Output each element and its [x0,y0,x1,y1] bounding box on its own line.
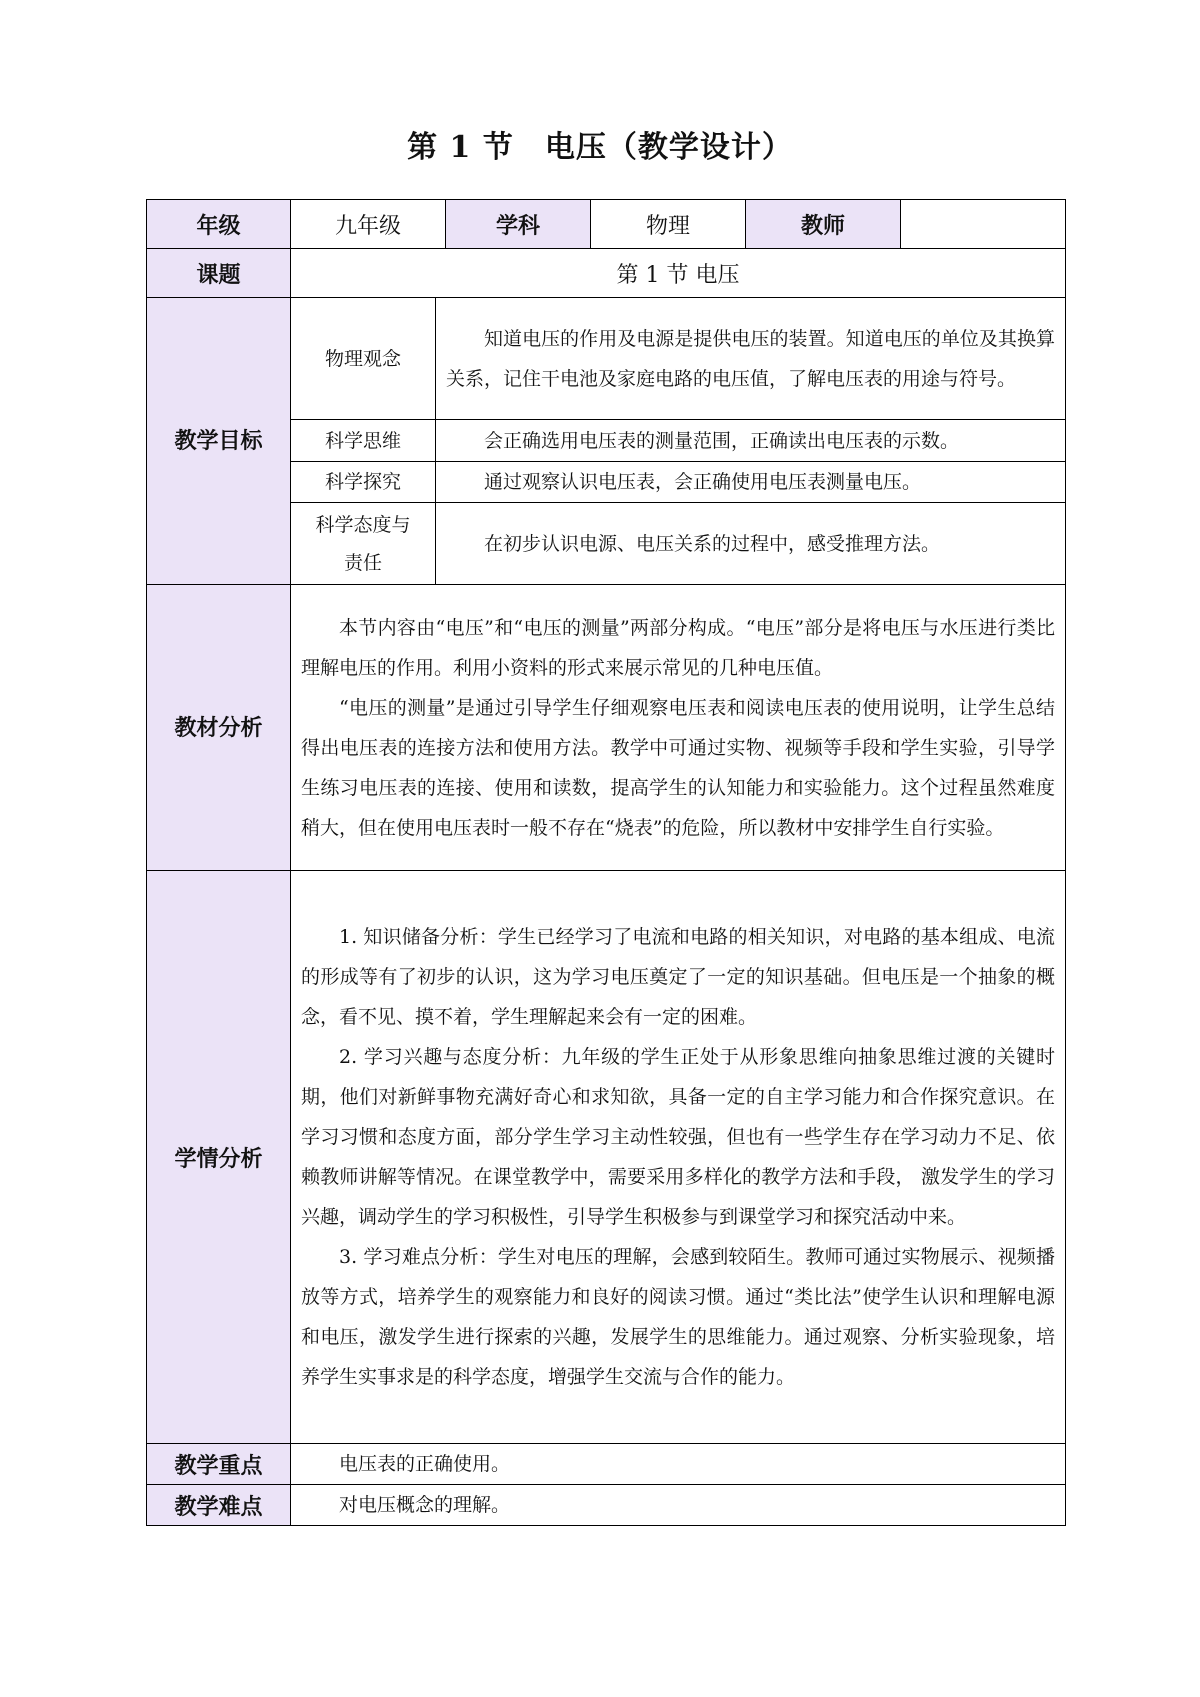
key-point-cell [291,1444,1066,1485]
goal-row [147,298,1066,420]
teacher-label: 教师 [746,200,901,249]
difficult-point-row [147,1485,1066,1526]
grade-label: 年级 [147,200,291,249]
goal-text: 会正确选用电压表的测量范围，正确读出电压表的示数。 [484,429,960,452]
grade-value: 九年级 [291,200,446,249]
student-analysis-label: 学情分析 [147,871,291,1444]
goal-text: 知道电压的作用及电源是提供电压的装置。知道电压的单位及其换算关系，记住干电池及家庭电路的电压值，了解电压表的用途与符号。 [446,327,1056,390]
goal-name: 科学态度与责任 [291,503,436,585]
topic-label: 课题 [147,249,291,298]
document-title: 第 1 节 电压（教学设计） [407,130,793,165]
key-point-row [147,1444,1066,1485]
goal-text-cell [436,420,1066,462]
teacher-value [901,200,1066,249]
difficult-point-label: 教学难点 [147,1485,291,1526]
goal-text-cell [436,503,1066,585]
difficult-point-text: 对电压概念的理解。 [339,1494,511,1516]
paragraph: “电压的测量”是通过引导学生仔细观察电压表和阅读电压表的使用说明，让学生总结得出电压表的连接方法和使用方法。教学中可通过实物、视频等手段和学生实验，引导学生练习电压表的连接、使用和读数，提高学生的认知能力和实验能力。这个过程虽然难度稍大，但在使用电压表时一般不存在“烧表”的危险，所以教材中安排学生自行实验。 [301,696,1056,839]
material-analysis-label: 教材分析 [147,585,291,871]
difficult-point-cell [291,1485,1066,1526]
key-point-label: 教学重点 [147,1444,291,1485]
topic-row [147,249,1066,298]
material-analysis-cell [291,585,1066,871]
goal-text: 通过观察认识电压表，会正确使用电压表测量电压。 [484,471,922,493]
header-row [147,200,1066,249]
lesson-plan-table [146,199,1066,1526]
material-analysis-row [147,585,1066,871]
student-analysis-row [147,871,1066,1444]
goals-label: 教学目标 [147,298,291,585]
paragraph: 3. 学习难点分析：学生对电压的理解，会感到较陌生。教师可通过实物展示、视频播放等方式，培养学生的观察能力和良好的阅读习惯。通过“类比法”使学生认识和理解电源和电压，激发学生进行探索的兴趣，发展学生的思维能力。通过观察、分析实验现象，培养学生实事求是的科学态度，增强学生交流与合作的能力。 [301,1246,1056,1388]
goal-name: 科学思维 [291,420,436,462]
goal-text: 在初步认识电源、电压关系的过程中，感受推理方法。 [484,532,941,555]
key-point-text: 电压表的正确使用。 [339,1453,511,1475]
student-analysis-cell [291,871,1066,1444]
goal-name: 物理观念 [291,298,436,420]
goal-text-cell [436,298,1066,420]
paragraph: 本节内容由“电压”和“电压的测量”两部分构成。“电压”部分是将电压与水压进行类比理解电压的作用。利用小资料的形式来展示常见的几种电压值。 [301,616,1056,679]
subject-value: 物理 [591,200,746,249]
subject-label: 学科 [446,200,591,249]
paragraph: 2. 学习兴趣与态度分析：九年级的学生正处于从形象思维向抽象思维过渡的关键时期，他们对新鲜事物充满好奇心和求知欲，具备一定的自主学习能力和合作探究意识。在学习习惯和态度方面，部分学生学习主动性较强，但也有一些学生存在学习动力不足、依赖教师讲解等情况。在课堂教学中，需要采用多样化的教学方法和手段， 激发学生的学习兴趣，调动学生的学习积极性，引导学生积极参与到课堂学习和探究活动中来。 [301,1046,1056,1228]
topic-value: 第 1 节 电压 [291,249,1066,298]
goal-text-cell [436,462,1066,503]
goal-name: 科学探究 [291,462,436,503]
paragraph: 1. 知识储备分析：学生已经学习了电流和电路的相关知识，对电路的基本组成、电流的形成等有了初步的认识，这为学习电压奠定了一定的知识基础。但电压是一个抽象的概念，看不见、摸不着，学生理解起来会有一定的困难。 [301,926,1056,1028]
